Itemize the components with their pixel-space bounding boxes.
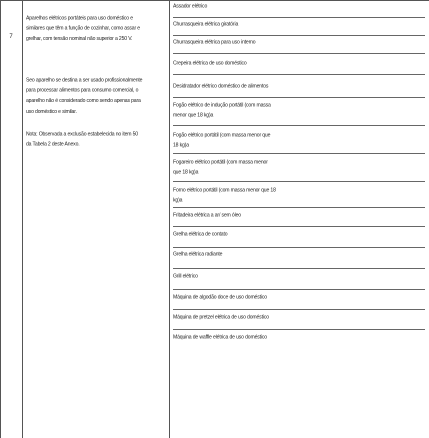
divider: [173, 289, 425, 290]
list-item: Assador elétrico: [173, 3, 208, 10]
text-line: Aparelhos elétricos portáteis para uso doméstico e: [26, 15, 133, 22]
divider: [173, 74, 425, 75]
divider: [173, 153, 425, 154]
text-line: para processar alimentos para consumo comercial, o: [26, 87, 139, 95]
text-line: Seo aparelho se destina a ser usado profissionalmente: [26, 77, 143, 84]
list-item: Fritadeira elétrica a ar/ sem óleo: [173, 212, 241, 219]
list-item: Fogão elétrico portátil (com massa menor que 18 kg)a: [173, 132, 271, 149]
divider: [173, 35, 425, 36]
text-line: uso doméstico e similar.: [26, 108, 77, 115]
list-item: Máquina de pretzel elétrica de uso doméstico: [173, 314, 269, 321]
list-item: Máquina de algodão doce de uso doméstico: [173, 294, 267, 301]
description-paragraph-2: [26, 76, 168, 117]
table-left-border: [0, 0, 1, 438]
divider: [173, 207, 425, 208]
list-item: Churrasqueira elétrica giratória: [173, 21, 239, 28]
list-item: Fogareiro elétrico portátil (com massa menor que 18 kg)a: [173, 159, 268, 176]
description-note: [26, 130, 168, 151]
list-item: Máquina de waffle elétrica de uso doméstico: [173, 334, 267, 341]
list-item: Churrasqueira elétrica para uso interno: [173, 39, 256, 46]
list-item: Grill elétrico: [173, 273, 198, 280]
text-line: da Tabela 2 deste Anexo.: [26, 141, 80, 149]
text-line: similares que têm a função de cozinhar, como assar e: [26, 25, 140, 33]
divider: [173, 268, 425, 269]
divider: [173, 53, 425, 54]
table-top-border: [0, 0, 429, 1]
text-line: grelhar, com tensão nominal não superior a 250 V.: [26, 35, 133, 43]
divider: [173, 17, 425, 18]
description-paragraph-1: [26, 14, 168, 45]
divider: [173, 125, 425, 126]
column-divider-number: [22, 0, 23, 438]
text-line: Nota: Observada a exclusão estabelecida no item 50: [26, 131, 138, 138]
list-item: Fogão elétrico de indução portátil (com massa menor que 18 kg)a: [173, 102, 271, 119]
list-item: Desidratador elétrico doméstico de alimentos: [173, 83, 269, 90]
list-item: Grelha elétrica radiante: [173, 251, 223, 258]
row-number: 7: [9, 34, 13, 40]
divider: [173, 226, 425, 227]
divider: [173, 181, 425, 182]
divider: [173, 97, 425, 98]
list-item: Crepeira elétrica de uso doméstico: [173, 60, 247, 67]
list-item: Grelha elétrica de contato: [173, 231, 228, 238]
text-line: aparelho não é considerado como sendo apenas para: [26, 97, 141, 105]
divider: [173, 329, 425, 330]
column-divider-items: [169, 0, 170, 438]
divider: [173, 247, 425, 248]
divider: [173, 309, 425, 310]
list-item: Forno elétrico portátil (com massa menor que 18 kg)a: [173, 187, 276, 204]
